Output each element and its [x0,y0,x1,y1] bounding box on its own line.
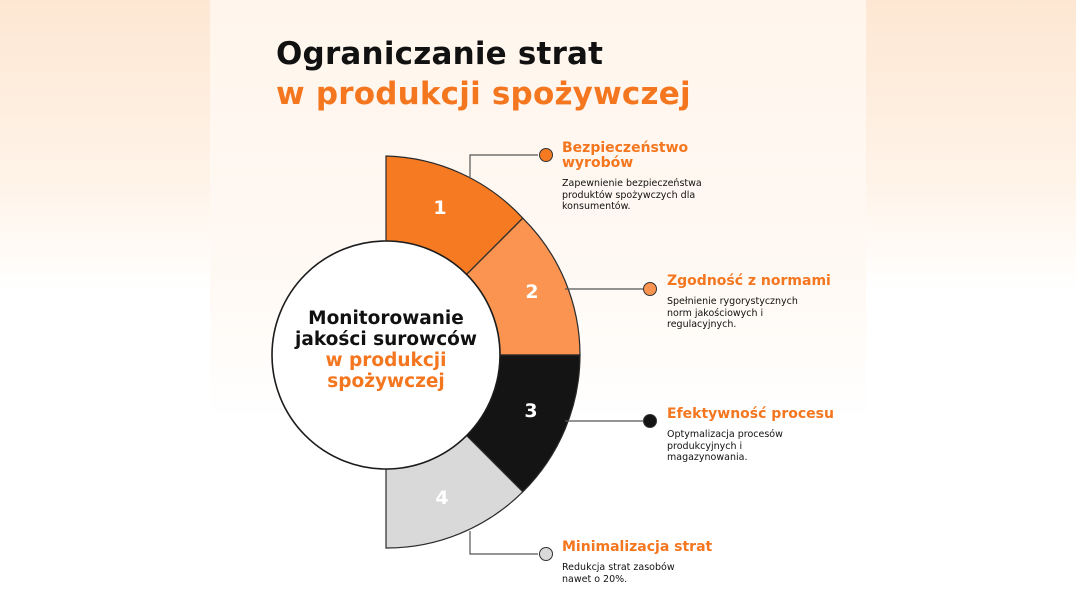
title-line-2: w produkcji spożywczej [276,76,691,112]
item-2-title: Zgodność z normami [667,273,831,289]
connector-dot-2 [644,283,657,296]
item-3-description: Optymalizacja procesów produkcyjnych i magazynowania. [667,429,783,463]
item-3 [667,407,852,464]
connector-dot-3 [644,415,657,428]
item-4 [562,540,742,585]
center-line-2: jakości surowców [295,329,477,350]
center-line-3: w produkcji [325,350,447,371]
title-line-1: Ograniczanie strat [276,36,604,72]
item-2-description: Spełnienie rygorystycznych norm jakościowych i regulacyjnych. [667,296,798,330]
segment-1-number: 1 [433,197,447,219]
segment-3-number: 3 [524,400,538,422]
item-1 [562,141,742,213]
segment-2-number: 2 [525,281,539,303]
center-line-4: spożywczej [327,371,445,392]
item-4-description: Redukcja strat zasobów nawet o 20%. [562,562,675,585]
item-2 [667,274,852,331]
center-line-1: Monitorowanie [308,308,464,329]
item-1-description: Zapewnienie bezpieczeństwa produktów spożywczych dla konsumentów. [562,178,702,212]
item-1-title: Bezpieczeństwo wyrobów [562,140,689,171]
item-3-title: Efektywność procesu [667,406,834,422]
connector-1 [470,155,538,178]
segment-4-number: 4 [435,487,449,509]
item-4-title: Minimalizacja strat [562,539,713,555]
connector-dot-4 [540,548,553,561]
center-label [286,308,486,392]
connector-4 [470,531,538,554]
connector-dot-1 [540,149,553,162]
